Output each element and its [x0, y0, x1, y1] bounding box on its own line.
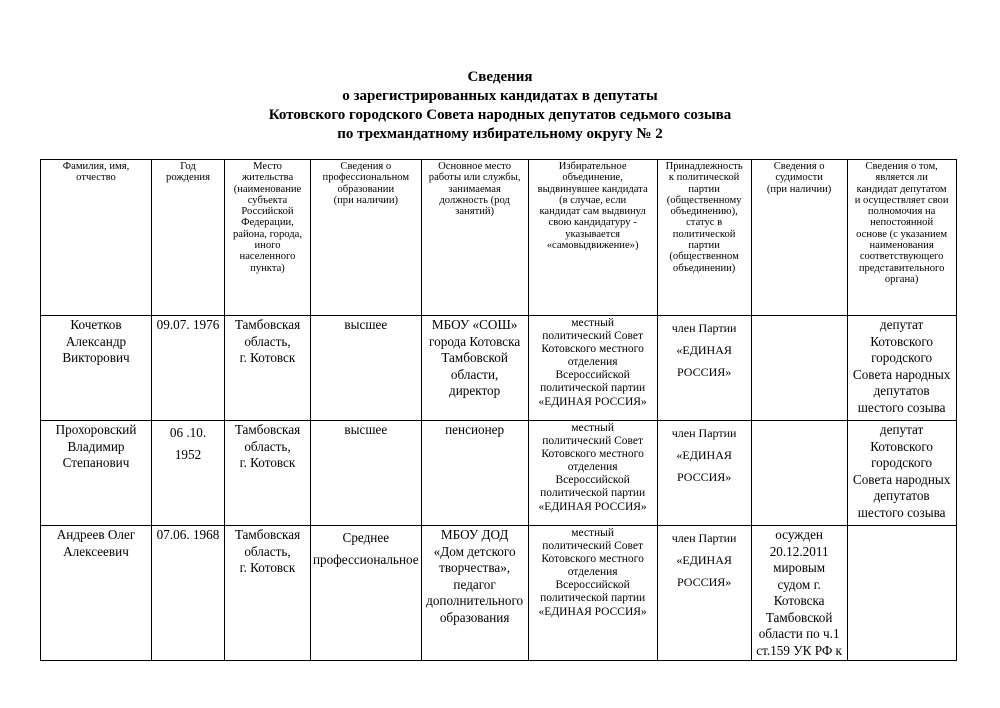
cell-name: Кочетков Александр Викторович: [41, 316, 152, 421]
header-row: [41, 160, 957, 316]
header-education: Сведения о профессиональном образовании (при наличии): [311, 160, 422, 316]
cell-birth: 06 .10. 1952: [152, 421, 225, 526]
header-birth-year: Год рождения: [152, 160, 225, 316]
cell-residence: Тамбовская область, г. Котовск: [225, 526, 311, 661]
header-residence: Место жительства (наименование субъекта Российской Федерации, района, города, иного населенного пункта): [225, 160, 311, 316]
cell-deputy: депутат Котовского городского Совета народных депутатов шестого созыва: [847, 421, 956, 526]
cell-work: пенсионер: [421, 421, 528, 526]
title-line-3: Котовского городского Совета народных депутатов седьмого созыва: [268, 107, 732, 123]
cell-name: Прохоровский Владимир Степанович: [41, 421, 152, 526]
cell-birth: 09.07. 1976: [152, 316, 225, 421]
table-row: [41, 526, 957, 661]
cell-party: член Партии «ЕДИНАЯ РОССИЯ»: [657, 421, 751, 526]
cell-conviction: [751, 316, 847, 421]
title-line-4: по трехмандатному избирательному округу № 2: [337, 126, 663, 142]
cell-party: член Партии «ЕДИНАЯ РОССИЯ»: [657, 526, 751, 661]
cell-education: Среднее профессиональное: [311, 526, 422, 661]
document-title: [0, 68, 1000, 144]
cell-residence: Тамбовская область, г. Котовск: [225, 316, 311, 421]
header-party: Принадлежность к политической партии (общественному объединению), статус в политической партии (общественном объединении): [657, 160, 751, 316]
header-name: Фамилия, имя, отчество: [41, 160, 152, 316]
cell-education: высшее: [311, 421, 422, 526]
header-association: Избирательное объединение, выдвинувшее кандидата (в случае, если кандидат сам выдвинул свою кандидатуру - указывается «самовыдвижение»): [528, 160, 657, 316]
cell-association: местный политический Совет Котовского местного отделения Всероссийской политической партии «ЕДИНАЯ РОССИЯ»: [528, 526, 657, 661]
cell-birth: 07.06. 1968: [152, 526, 225, 661]
header-deputy: Сведения о том, является ли кандидат депутатом и осуществляет свои полномочия на непостоянной основе (с указанием наименования соответствующего представительного органа): [847, 160, 956, 316]
title-line-2: о зарегистрированных кандидатах в депутаты: [342, 88, 658, 104]
header-work: Основное место работы или службы, занимаемая должность (род занятий): [421, 160, 528, 316]
cell-conviction: [751, 421, 847, 526]
header-conviction: Сведения о судимости (при наличии): [751, 160, 847, 316]
candidates-table: [40, 159, 957, 661]
cell-deputy: депутат Котовского городского Совета народных депутатов шестого созыва: [847, 316, 956, 421]
cell-work: МБОУ «СОШ» города Котовска Тамбовской области, директор: [421, 316, 528, 421]
cell-party: член Партии «ЕДИНАЯ РОССИЯ»: [657, 316, 751, 421]
cell-association: местный политический Совет Котовского местного отделения Всероссийской политической партии «ЕДИНАЯ РОССИЯ»: [528, 421, 657, 526]
cell-name: Андреев Олег Алексеевич: [41, 526, 152, 661]
cell-residence: Тамбовская область, г. Котовск: [225, 421, 311, 526]
cell-association: местный политический Совет Котовского местного отделения Всероссийской политической партии «ЕДИНАЯ РОССИЯ»: [528, 316, 657, 421]
cell-education: высшее: [311, 316, 422, 421]
cell-deputy: [847, 526, 956, 661]
title-line-1: Сведения: [467, 69, 533, 85]
table-row: [41, 316, 957, 421]
table-row: [41, 421, 957, 526]
cell-conviction: осужден 20.12.2011 мировым судом г. Котовска Тамбовской области по ч.1 ст.159 УК РФ к: [751, 526, 847, 661]
cell-work: МБОУ ДОД «Дом детского творчества», педагог дополнительного образования: [421, 526, 528, 661]
